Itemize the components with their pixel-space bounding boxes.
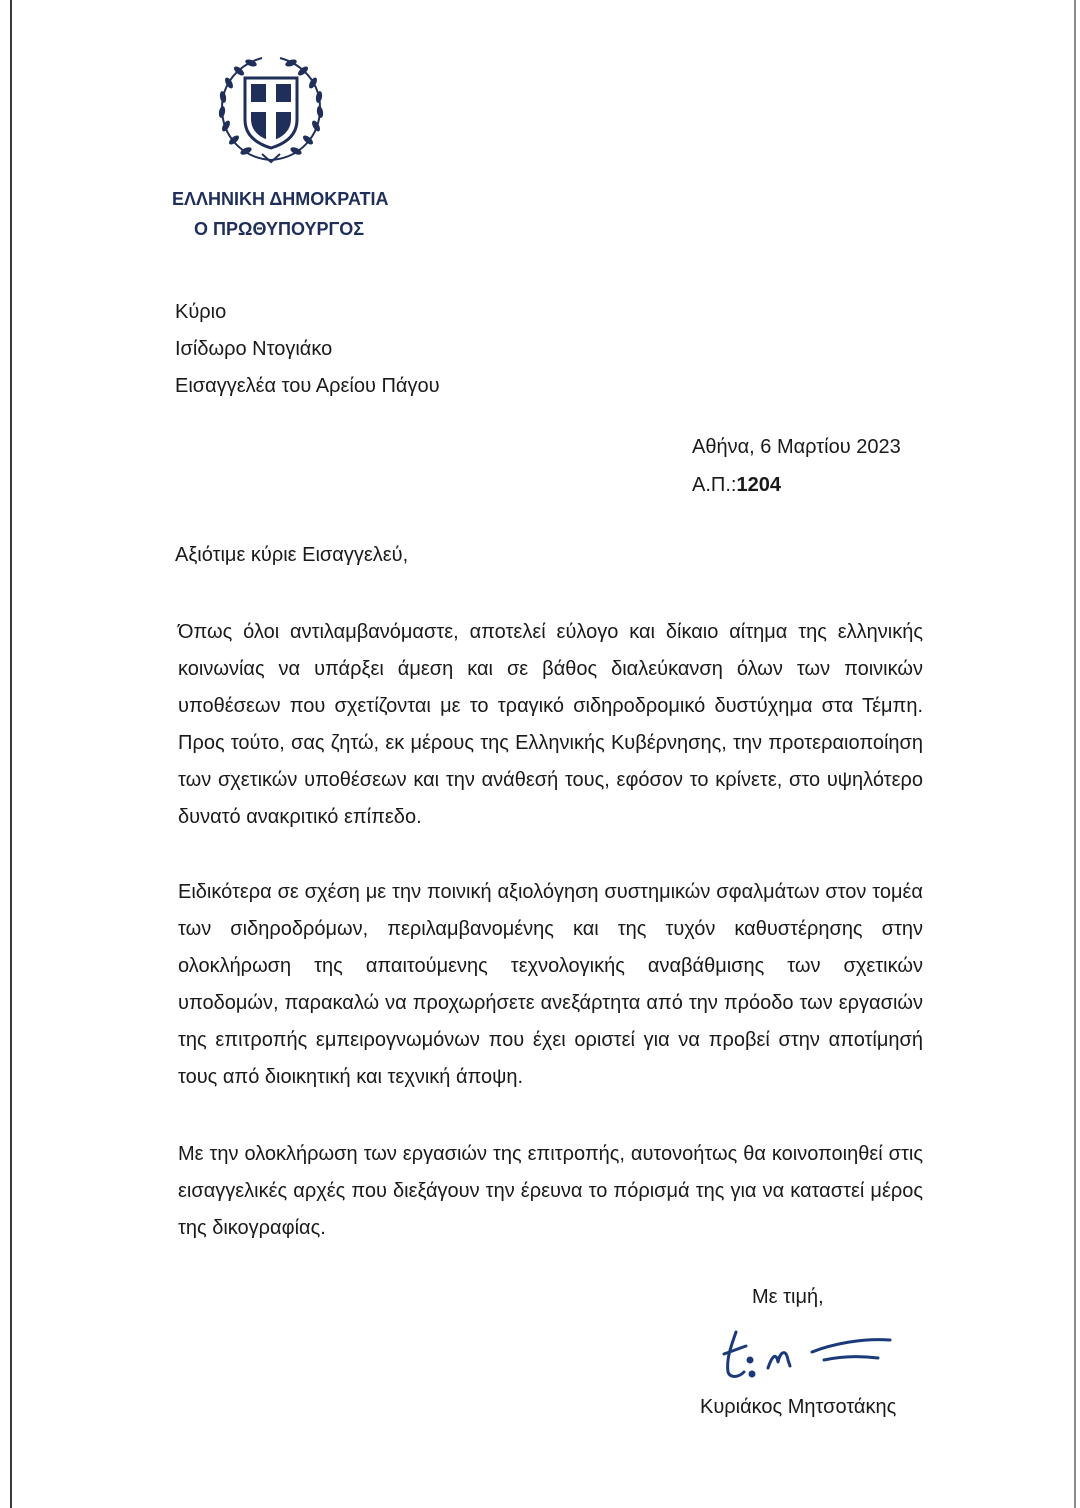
recipient-block — [175, 294, 440, 405]
place-date: Αθήνα, 6 Μαρτίου 2023 — [692, 436, 901, 458]
salutation: Αξιότιμε κύριε Εισαγγελεύ, — [175, 544, 409, 566]
page-edge-right — [1074, 0, 1076, 1508]
body-paragraph: Όπως όλοι αντιλαμβανόμαστε, αποτελεί εύλογο και δίκαιο αίτημα της ελληνικής κοινωνίας να υπάρξει άμεση και σε βάθος διαλεύκανση όλων των ποινικών υποθέσεων που σχετίζονται με το τραγικό σιδηροδρομικό δυστύχημα στα Τέμπη. Προς τούτο, σας ζητώ, εκ μέρους της Ελληνικής Κυβέρνησης, την προτεραιοποίηση των σχετικών υποθέσεων και την ανάθεσή τους, εφόσον το κρίνετε, στο υψηλότερο δυνατό ανακριτικό επίπεδο. — [178, 621, 923, 828]
reference-label: Α.Π.: — [692, 474, 737, 496]
recipient-name: Ισίδωρο Ντογιάκο — [175, 338, 333, 360]
letterhead-office: Ο ΠΡΩΘΥΠΟΥΡΓΟΣ — [194, 219, 365, 239]
handwritten-signature — [712, 1318, 902, 1396]
letterhead — [172, 184, 388, 244]
closing: Με τιμή, — [752, 1286, 824, 1308]
reference-number: 1204 — [736, 474, 781, 496]
reference-line — [692, 466, 901, 504]
recipient-title: Κύριο — [175, 301, 227, 323]
recipient-position: Εισαγγελέα του Αρείου Πάγου — [175, 375, 440, 397]
body-paragraph: Με την ολοκλήρωση των εργασιών της επιτροπής, αυτονοήτως θα κοινοποιηθεί στις εισαγγελικές αρχές που διεξάγουν την έρευνα το πόρισμά της για να καταστεί μέρος της δικογραφίας. — [178, 1143, 923, 1239]
body-paragraph: Ειδικότερα σε σχέση με την ποινική αξιολόγηση συστημικών σφαλμάτων στον τομέα των σιδηροδρόμων, περιλαμβανομένης και της τυχόν καθυστέρησης στην ολοκλήρωση της απαιτούμενης τεχνολογικής αναβάθμισης των σχετικών υποδομών, παρακαλώ να προχωρήσετε ανεξάρτητα από την πρόοδο των εργασιών της επιτροπής εμπειρογνωμόνων που έχει οριστεί για να προβεί στην αποτίμησή τους από διοικητική και τεχνική άποψη. — [178, 881, 923, 1088]
date-block — [692, 428, 901, 504]
signer-name: Κυριάκος Μητσοτάκης — [700, 1396, 897, 1418]
greek-coat-of-arms-icon — [212, 50, 330, 168]
page-edge-left — [10, 0, 12, 1508]
letterhead-country: ΕΛΛΗΝΙΚΗ ΔΗΜΟΚΡΑΤΙΑ — [172, 189, 389, 209]
